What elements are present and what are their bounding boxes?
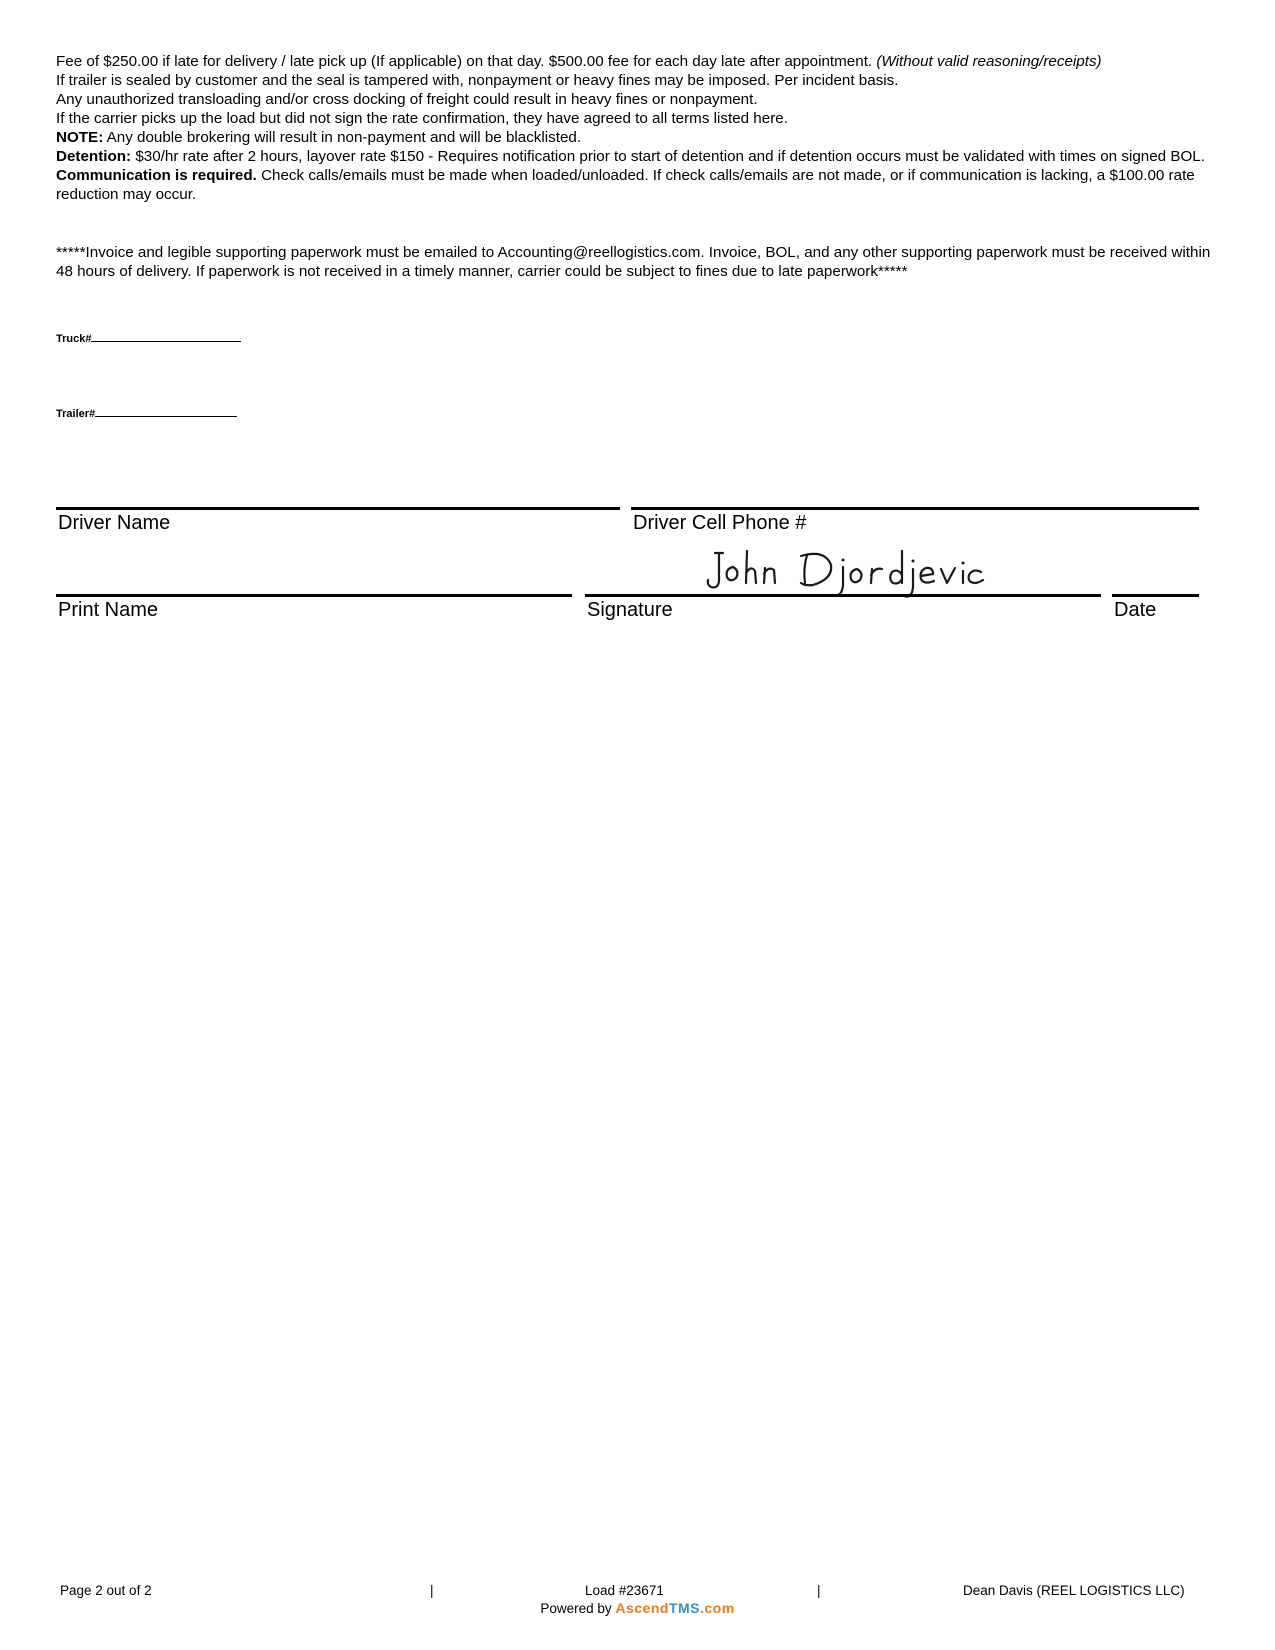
truck-number-label: Truck# xyxy=(56,333,92,345)
trailer-number-blank[interactable] xyxy=(95,406,237,417)
driver-name-line[interactable] xyxy=(56,507,620,510)
truck-number-blank[interactable] xyxy=(91,331,241,342)
signature-label: Signature xyxy=(587,599,673,621)
powered-by xyxy=(0,1600,1275,1617)
footer-separator: | xyxy=(430,1583,434,1598)
signature-line[interactable] xyxy=(585,594,1101,597)
footer-separator: | xyxy=(817,1583,821,1598)
footer-contact: Dean Davis (REEL LOGISTICS LLC) xyxy=(963,1583,1185,1598)
trailer-number-label: Trailer# xyxy=(56,408,96,420)
driver-cell-line[interactable] xyxy=(631,507,1199,510)
date-line[interactable] xyxy=(1112,594,1199,597)
communication-term: Communication is required. Check calls/emails must be made when loaded/unloaded. If check calls/emails are not made, or if communication is lacking, a $100.00 rate reduction may occur. xyxy=(56,167,1195,203)
seal-term: If trailer is sealed by customer and the seal is tampered with, nonpayment or heavy fines may be imposed. Per incident basis. xyxy=(56,72,899,89)
date-label: Date xyxy=(1114,599,1157,621)
driver-name-label: Driver Name xyxy=(58,512,171,534)
load-number: Load #23671 xyxy=(585,1583,664,1598)
transloading-term: Any unauthorized transloading and/or cross docking of freight could result in heavy fines or nonpayment. xyxy=(56,91,758,108)
terms-section xyxy=(56,52,1226,204)
powered-by-label: Powered by xyxy=(540,1601,616,1616)
late-fee-exception: (Without valid reasoning/receipts) xyxy=(876,53,1102,70)
truck-number-field[interactable] xyxy=(56,331,241,345)
rate-confirmation-term: If the carrier picks up the load but did not sign the rate confirmation, they have agreed to all terms listed here. xyxy=(56,110,788,127)
print-name-label: Print Name xyxy=(58,599,159,621)
driver-cell-label: Driver Cell Phone # xyxy=(633,512,807,534)
page-number: Page 2 out of 2 xyxy=(60,1583,152,1598)
double-brokering-note: NOTE: Any double brokering will result in non-payment and will be blacklisted. xyxy=(56,129,582,146)
late-fee-term: Fee of $250.00 if late for delivery / late pick up (If applicable) on that day. $500.00 fee for each day late after appointment. (Without valid reasoning/receipts) xyxy=(56,53,1102,70)
trailer-number-field[interactable] xyxy=(56,406,237,420)
detention-term: Detention: $30/hr rate after 2 hours, layover rate $150 - Requires notification prior to start of detention and if detention occurs must be validated with times on signed BOL. xyxy=(56,148,1205,165)
ascendtms-logo[interactable]: AscendTMS.com xyxy=(615,1600,735,1616)
invoice-paperwork-note: *****Invoice and legible supporting paperwork must be emailed to Accounting@reellogistics.com. Invoice, BOL, and any other supporting paperwork must be received within 48 hours of delivery. If paperwork is not received in a timely manner, carrier could be subject to fines due to late paperwork***** xyxy=(56,244,1211,280)
print-name-line[interactable] xyxy=(56,594,572,597)
